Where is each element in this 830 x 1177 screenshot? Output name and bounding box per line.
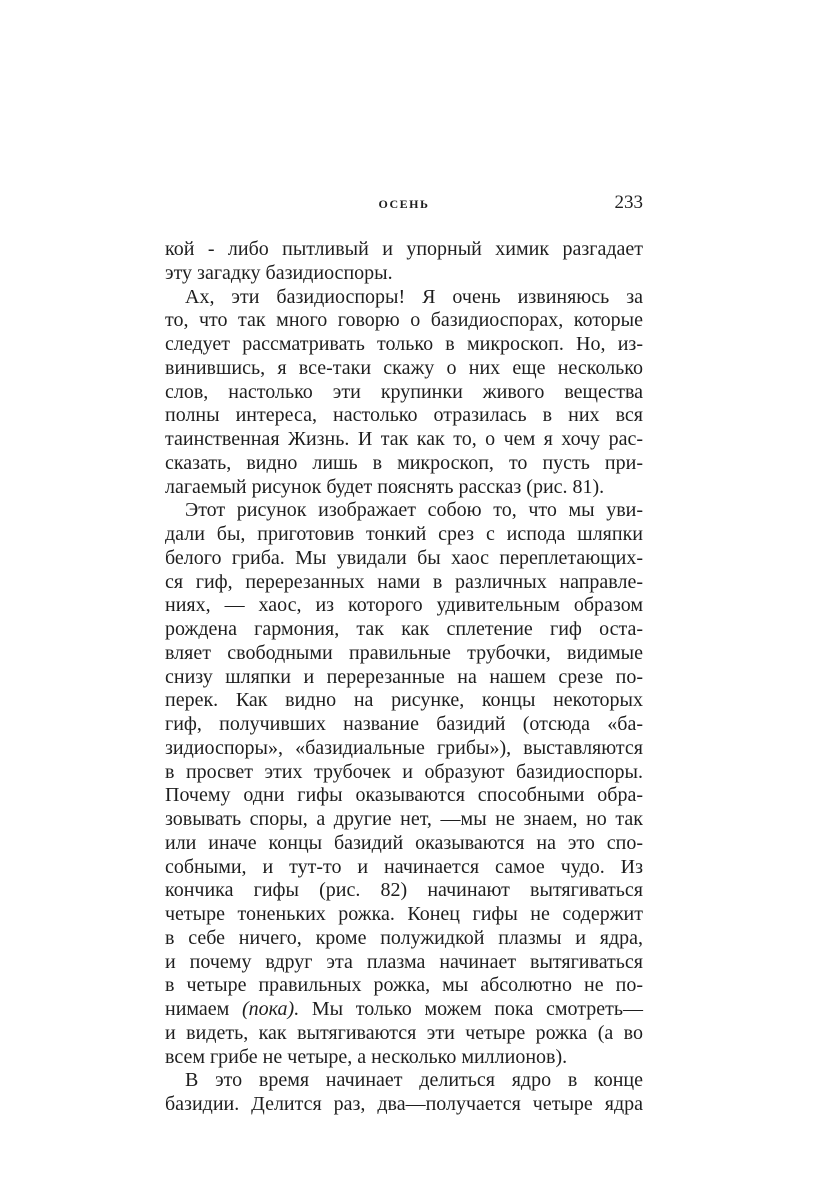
text-line: в четыре правильных рожка, мы абсолютно не по- xyxy=(165,974,643,997)
text-line: кой - либо пытливый и упорный химик разгадает xyxy=(165,238,643,260)
text-line: или иначе концы базидий оказываются на это спо- xyxy=(165,831,643,854)
text-line: полны интереса, настолько отразилась в них вся xyxy=(165,404,643,427)
text-line: дали бы, приготовив тонкий срез с исподa шляпки xyxy=(165,523,643,545)
text-line: слов, настолько эти крупинки живого вещества xyxy=(165,380,643,403)
text-line: вляет свободными правильные трубочки, видимые xyxy=(165,641,643,664)
text-line: эту загадку базидиоспоры. xyxy=(165,261,393,284)
text-fragment: нимаем xyxy=(165,998,230,1020)
text-line: в себе ничего, кроме полужидкой плазмы и ядра, xyxy=(165,926,643,949)
italic-text: (пока). xyxy=(242,998,300,1020)
text-line: белого гриба. Мы увидали бы хаос переплетающих- xyxy=(165,546,643,569)
page-header xyxy=(165,192,643,218)
text-line: сказать, видно лишь в микроскоп, то пусть при- xyxy=(165,451,643,474)
body-text xyxy=(165,238,643,1117)
running-head: ОСЕНЬ xyxy=(378,197,430,211)
text-line: ниях, — хаос, из которого удивительным образом xyxy=(165,594,643,617)
text-line: снизу шляпки и перерезанные на нашем срезе по- xyxy=(165,665,643,688)
text-line: перек. Как видно на рисунке, концы некоторых xyxy=(165,689,643,712)
text-line: таинственная Жизнь. И так как то, о чем я хочу рас- xyxy=(165,428,643,450)
text-line: ся гиф, перерезанных нами в различных направле- xyxy=(165,570,643,593)
text-line: и почему вдруг эта плазма начинает вытягиваться xyxy=(165,950,643,973)
text-line-mixed xyxy=(165,998,643,1022)
text-line: гиф, получивших название базидий (отсюда «ба- xyxy=(165,713,643,735)
text-line: В это время начинает делиться ядро в конце xyxy=(185,1069,643,1092)
text-line: в просвет этих трубочек и образуют базидиоспоры. xyxy=(165,760,643,783)
text-line: Ах, эти базидиоспоры! Я очень извиняюсь за xyxy=(185,285,643,308)
text-line: четыре тоненьких рожка. Конец гифы не содержит xyxy=(165,903,643,925)
text-line: винившись, я все-таки скажу о них еще несколько xyxy=(165,356,643,379)
text-line: зовывать споры, а другие нет, —мы не знаем, но так xyxy=(165,808,643,830)
text-line: Почему одни гифы оказываются способными обра- xyxy=(165,784,643,807)
text-line: рождена гармония, так как сплетение гиф оста- xyxy=(165,618,643,640)
text-line: то, что так много говорю о базидиоспорах, которые xyxy=(165,309,643,332)
text-line: лагаемый рисунок будет пояснять рассказ (рис. 81). xyxy=(165,475,605,498)
text-line: следует рассматривать только в микроскоп. Но, из- xyxy=(165,333,643,355)
text-fragment: Мы только можем пока смотреть— xyxy=(311,998,644,1020)
text-line: базидии. Делится раз, два—получается четыре ядра xyxy=(165,1093,643,1115)
text-line: собными, и тут-то и начинается самое чудо. Из xyxy=(165,855,643,878)
text-line: Этот рисунок изображает собою то, что мы уви- xyxy=(185,499,643,522)
text-line: и видеть, как вытягиваются эти четыре рожка (а во xyxy=(165,1021,643,1044)
text-line: всем грибе не четыре, а несколько миллионов). xyxy=(165,1045,568,1068)
text-line: зидиоспоры», «базидиальные грибы»), выставляются xyxy=(165,736,643,759)
page-number: 233 xyxy=(614,192,643,213)
text-line: кончика гифы (рис. 82) начинают вытягиваться xyxy=(165,879,643,902)
